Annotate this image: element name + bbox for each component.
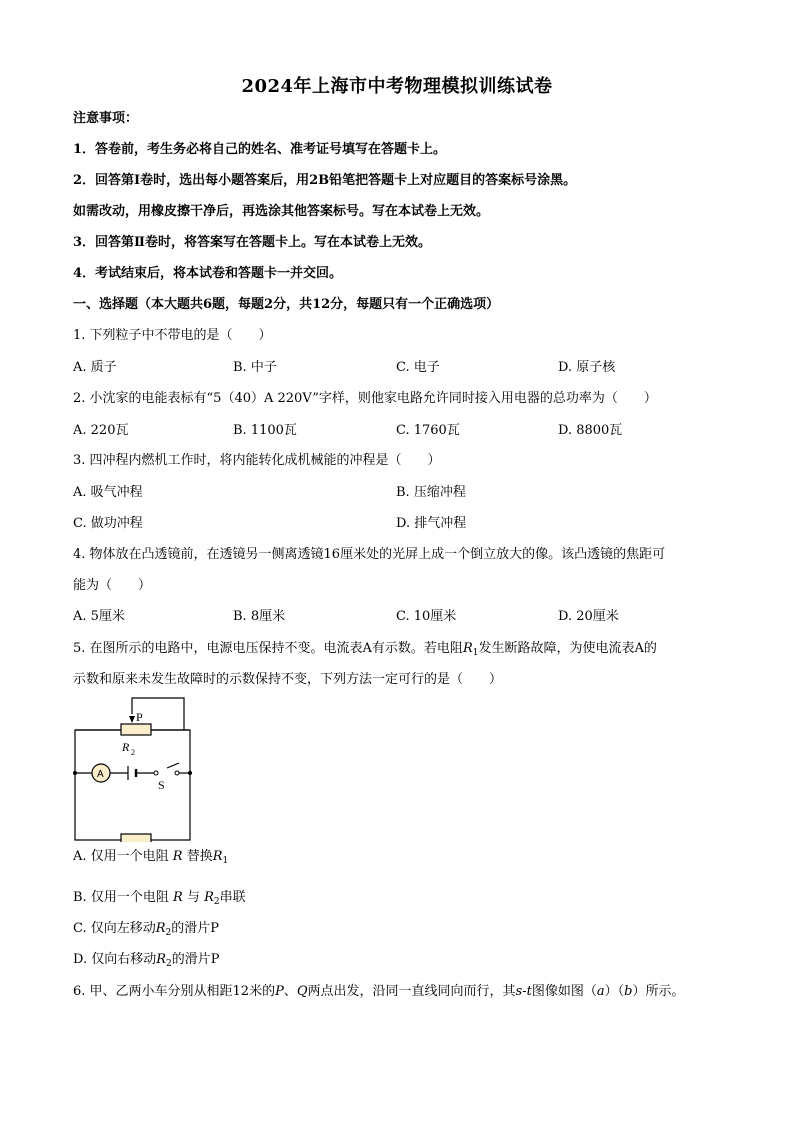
notice-item-4: 4．考试结束后，将本试卷和答题卡一并交回。 — [73, 266, 343, 281]
page-title: 2024年上海市中考物理模拟训练试卷 — [241, 76, 553, 97]
option-text: 的滑片P — [171, 921, 220, 936]
q6-text: 、 — [283, 984, 297, 999]
notice-heading: 注意事项： — [73, 111, 139, 126]
question-2-stem: 2. 小沈家的电能表标有“5（40）A 220V”字样，则他家电路允许同时接入用电器的总功率为（ ） — [73, 391, 657, 406]
question-5-stem-line-2: 示数和原来未发生故障时的示数保持不变，下列方法一定可行的是（ ） — [73, 672, 503, 687]
question-4-option-d: D. 20厘米 — [558, 609, 619, 624]
question-4-option-b: B. 8厘米 — [233, 609, 286, 624]
label-p: P — [136, 710, 143, 724]
question-4-stem-line-2: 能为（ ） — [73, 578, 152, 593]
symbol-r: R — [172, 849, 183, 864]
notice-item-3: 3．回答第Ⅱ卷时，将答案写在答题卡上。写在本试卷上无效。 — [73, 235, 432, 250]
question-1-option-c: C. 电子 — [396, 360, 440, 375]
circuit-wire-loop — [75, 730, 190, 840]
option-text: 与 — [186, 890, 200, 905]
question-3-option-a: A. 吸气冲程 — [73, 485, 143, 500]
question-1-stem: 1. 下列粒子中不带电的是（ ） — [73, 328, 272, 343]
q5-stem-text: 发生断路故障，为使电流表A的 — [478, 641, 657, 656]
switch-contact — [154, 771, 158, 775]
option-text: D. 仅向右移动 — [73, 952, 157, 967]
label-ammeter: A — [97, 769, 104, 780]
symbol-r: R — [156, 952, 167, 967]
label-r2: R — [122, 740, 130, 754]
question-5-option-a — [73, 848, 228, 866]
question-1-option-b: B. 中子 — [233, 360, 277, 375]
notice-item-2: 2．回答第Ⅰ卷时，选出每小题答案后，用2B铅笔把答题卡上对应题目的答案标号涂黑。 — [73, 173, 577, 188]
symbol-p: P — [275, 984, 284, 999]
switch-contact — [175, 771, 179, 775]
q6-text: 图像如图（ — [531, 984, 597, 999]
question-4-option-a: A. 5厘米 — [73, 609, 125, 624]
figure-a-label: a — [596, 984, 605, 999]
symbol-r: R — [172, 890, 183, 905]
question-2-option-c: C. 1760瓦 — [396, 423, 460, 438]
question-5-option-c — [73, 920, 219, 938]
symbol-q: Q — [296, 984, 308, 999]
option-text: C. 仅向左移动 — [73, 921, 156, 936]
symbol-r: R — [462, 641, 473, 656]
q6-text: 6. 甲、乙两小车分别从相距12米的 — [73, 984, 276, 999]
option-text: 替换 — [186, 849, 213, 864]
question-5-option-b — [73, 889, 246, 907]
q6-text: ）所示。 — [632, 984, 685, 999]
option-text: B. 仅用一个电阻 — [73, 890, 169, 905]
question-2-option-a: A. 220瓦 — [73, 423, 129, 438]
symbol-r: R — [204, 890, 214, 905]
resistor-r1 — [121, 834, 151, 842]
option-text: A. 仅用一个电阻 — [73, 849, 169, 864]
option-text: 串联 — [219, 890, 246, 905]
question-1-option-d: D. 原子核 — [558, 360, 616, 375]
question-3-option-b: B. 压缩冲程 — [396, 485, 466, 500]
label-r2-sub: 2 — [131, 748, 135, 757]
slider-arrow — [129, 716, 135, 723]
subscript: 2 — [165, 928, 172, 938]
subscript: 2 — [213, 897, 220, 907]
question-4-stem-line-1: 4. 物体放在凸透镜前，在透镜另一侧离透镜16厘米处的光屏上成一个倒立放大的像。该凸透镜的焦距可 — [73, 547, 666, 562]
switch-lever — [167, 763, 179, 768]
figure-b-label: b — [624, 984, 633, 999]
q5-stem-text: 5. 在图所示的电路中，电源电压保持不变。电流表A有示数。若电阻 — [73, 641, 463, 656]
symbol-st: s-t — [515, 984, 532, 999]
subscript: 1 — [472, 648, 479, 658]
question-5-option-d — [73, 951, 220, 969]
subscript: 2 — [166, 959, 172, 969]
junction-dot — [73, 771, 77, 775]
question-3-stem: 3. 四冲程内燃机工作时，将内能转化成机械能的冲程是（ ） — [73, 453, 441, 468]
q6-text: ）（ — [604, 984, 625, 999]
circuit-diagram — [66, 690, 196, 842]
notice-item-1: 1．答卷前，考生务必将自己的姓名、准考证号填写在答题卡上。 — [73, 142, 447, 157]
question-4-option-c: C. 10厘米 — [396, 609, 457, 624]
question-6-stem — [73, 983, 684, 1001]
question-3-option-d: D. 排气冲程 — [396, 516, 467, 531]
label-s: S — [158, 778, 165, 792]
question-1-option-a: A. 质子 — [73, 360, 117, 375]
question-5-stem-line-1 — [73, 640, 657, 658]
question-2-option-d: D. 8800瓦 — [558, 423, 623, 438]
option-text: 的滑片P — [171, 952, 220, 967]
junction-dot — [188, 771, 192, 775]
symbol-r: R — [212, 849, 223, 864]
section-heading: 一、选择题（本大题共6题，每题2分，共12分，每题只有一个正确选项） — [73, 297, 500, 312]
notice-item-2-cont: 如需改动，用橡皮擦干净后，再选涂其他答案标号。写在本试卷上无效。 — [73, 204, 490, 219]
resistor-r2 — [121, 724, 151, 735]
question-3-option-c: C. 做功冲程 — [73, 516, 143, 531]
question-2-option-b: B. 1100瓦 — [233, 423, 297, 438]
subscript: 1 — [222, 856, 229, 866]
q6-text: 两点出发，沿同一直线同向而行，其 — [307, 984, 516, 999]
symbol-r: R — [155, 921, 166, 936]
